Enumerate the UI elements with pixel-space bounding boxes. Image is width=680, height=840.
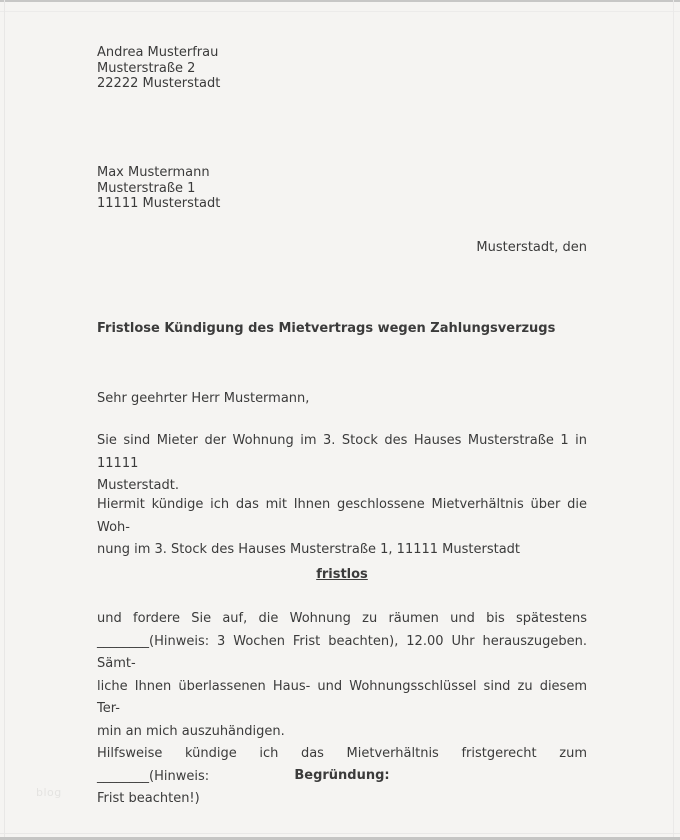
recipient-name: Max Mustermann — [97, 165, 210, 180]
recipient-address-block — [97, 165, 587, 212]
emphasis-fristlos-wrapper — [97, 564, 587, 586]
page-edge-right — [673, 0, 674, 840]
sender-name: Andrea Musterfrau — [97, 45, 219, 60]
salutation: Sehr geehrter Herr Mustermann, — [97, 391, 310, 406]
paragraph-line: min an mich auszuhändigen. — [97, 723, 285, 739]
paragraph-line: Frist beachten!) — [97, 791, 200, 806]
page-edge-bottom-faint — [0, 833, 680, 834]
paragraph-line: Musterstadt. — [97, 478, 179, 493]
sender-city: 22222 Musterstadt — [97, 76, 221, 91]
paragraph-termination — [97, 494, 587, 562]
paragraph-line: ________(Hinweis: 3 Wochen Frist beachten), 12.00 Uhr herauszugeben. Sämt- — [97, 633, 587, 671]
paragraph-line: Sie sind Mieter der Wohnung im 3. Stock des Hauses Musterstraße 1 in 11111 — [97, 433, 587, 471]
paragraph-line: und fordere Sie auf, die Wohnung zu räumen und bis spätestens — [97, 611, 587, 626]
subject-line: Fristlose Kündigung des Mietvertrags wegen Zahlungsverzugs — [97, 321, 556, 336]
paragraph-line: Hiermit kündige ich das mit Ihnen geschlossene Mietverhältnis über die Woh- — [97, 497, 587, 535]
date-line: Musterstadt, den — [476, 240, 587, 255]
page-edge-left — [4, 0, 5, 840]
paragraph-tenant-info — [97, 430, 587, 498]
watermark-text: blog — [36, 786, 62, 799]
sender-address-block — [97, 45, 587, 92]
paragraph-line: Hilfsweise kündige ich das Mietverhältnis fristgerecht zum ________(Hinweis: — [97, 746, 587, 784]
page-edge-top-faint — [0, 11, 680, 12]
emphasis-fristlos: fristlos — [316, 567, 368, 582]
sender-street: Musterstraße 2 — [97, 60, 196, 76]
paragraph-line: nung im 3. Stock des Hauses Musterstraße 1, 11111 Musterstadt — [97, 542, 521, 557]
recipient-street: Musterstraße 1 — [97, 180, 196, 196]
paragraph-line: liche Ihnen überlassenen Haus- und Wohnungsschlüssel sind zu diesem Ter- — [97, 678, 587, 716]
recipient-city: 11111 Musterstadt — [97, 196, 221, 211]
page-edge-top — [0, 0, 680, 2]
section-heading-begruendung: Begründung: — [294, 768, 390, 783]
